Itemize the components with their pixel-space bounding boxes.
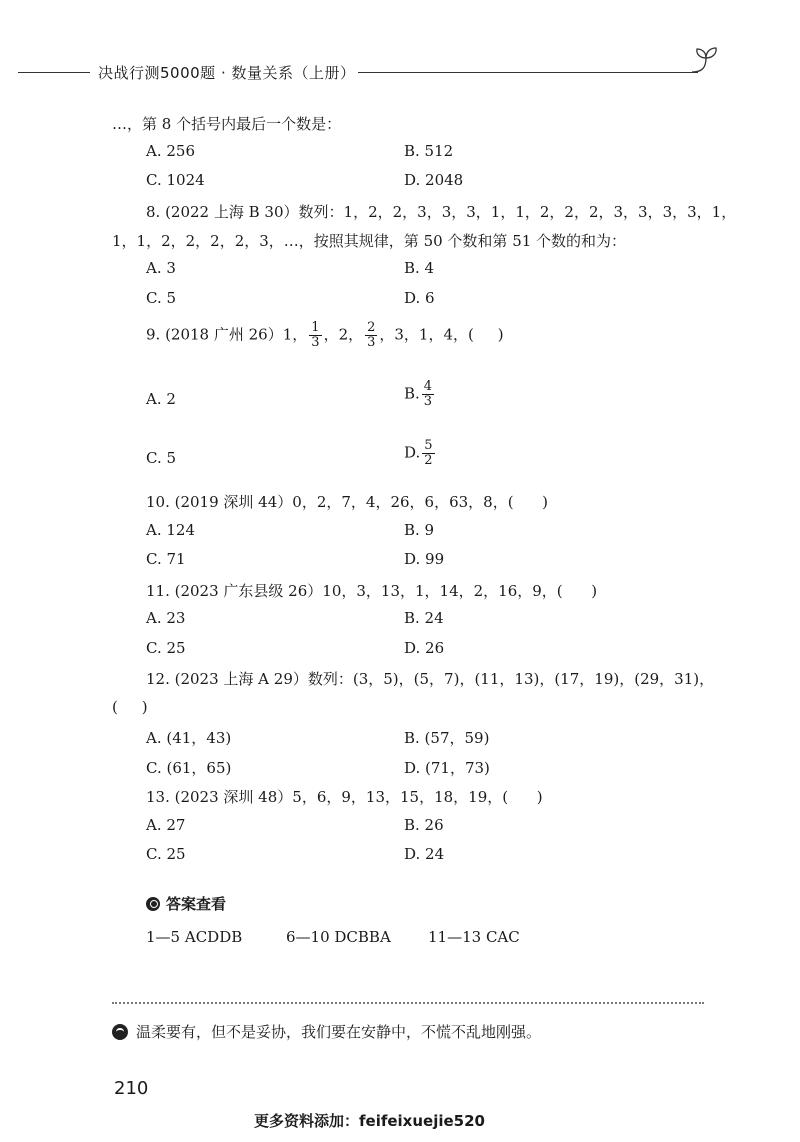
answers-group-3: 11—13 CAC [428,928,520,946]
question-12-line1: 12. (2023 上海 A 29）数列：(3，5)，(5，7)，(11，13)，(17，19)，(29，31)， [146,670,715,688]
answers-heading [146,893,226,914]
q7-option-c: C. 1024 [146,171,205,189]
q9-option-d: D. $\frac{5}{2}$ [404,438,433,468]
question-7-tail: …，第 8 个括号内最后一个数是： [112,115,342,133]
q8-option-a: A. 3 [146,259,176,277]
q13-option-a: A. 27 [146,816,186,834]
q10-option-a: A. 124 [146,521,195,539]
q8-option-b: B. 4 [404,259,435,277]
q11-option-d: D. 26 [404,639,445,657]
header-rule-left [18,72,90,73]
q10-option-d: D. 99 [404,550,445,568]
q7-option-d: D. 2048 [404,171,464,189]
q9-suffix: ，3，1，4，( ) [379,325,504,344]
question-11: 11. (2023 广东县级 26）10，3，13，1，14，2，16，9，( ) [146,582,598,600]
q8-option-c: C. 5 [146,289,177,307]
magnifier-icon [146,897,160,911]
q10-option-c: C. 71 [146,550,186,568]
header-title: 决战行测5000题 · 数量关系（上册） [98,64,356,82]
dotted-divider [112,1002,704,1004]
q10-option-b: B. 9 [404,521,435,539]
question-8-line2: 1，1，2，2，2，2，3，…，按照其规律，第 50 个数和第 51 个数的和为： [112,232,627,250]
motto-text: 温柔要有，但不是妥协，我们要在安静中，不慌不乱地刚强。 [136,1023,542,1041]
q13-option-c: C. 25 [146,845,186,863]
q11-option-a: A. 23 [146,609,186,627]
q9-mid: ，2， [323,325,364,344]
fraction-four-thirds: $\frac{4}{3}$ [423,379,433,409]
question-8-line1: 8. (2022 上海 B 30）数列：1，2，2，3，3，3，1，1，2，2，2，3，3，3，3，1， [146,203,737,221]
header-rule-right [358,72,698,73]
answers-group-1: 1—5 ACDDB [146,928,243,946]
fraction-one-third: $\frac{1}{3}$ [311,320,320,350]
q11-option-b: B. 24 [404,609,444,627]
motto [112,1021,541,1042]
answers-heading-label: 答案查看 [166,895,227,913]
q12-option-d: D. (71，73) [404,759,490,777]
page-number: 210 [114,1078,149,1099]
sprout-icon [688,46,724,74]
q13-option-b: B. 26 [404,816,444,834]
leaf-icon [112,1024,128,1040]
answers-group-2: 6—10 DCBBA [286,928,391,946]
q9-option-a: A. 2 [146,390,176,408]
q12-option-a: A. (41，43) [146,729,232,747]
q9-option-b: B. $\frac{4}{3}$ [404,379,433,409]
q8-option-d: D. 6 [404,289,435,307]
fraction-five-halves: $\frac{5}{2}$ [424,438,433,468]
question-9 [146,321,504,350]
running-header [18,58,718,86]
question-10: 10. (2019 深圳 44）0，2，7，4，26，6，63，8，( ) [146,493,549,511]
q9-option-c: C. 5 [146,449,177,467]
q7-option-b: B. 512 [404,142,454,160]
q7-option-a: A. 256 [146,142,195,160]
q12-option-c: C. (61，65) [146,759,232,777]
q13-option-d: D. 24 [404,845,445,863]
footer-watermark: 更多资料添加：feifeixuejie520 [254,1112,485,1130]
question-13: 13. (2023 深圳 48）5，6，9，13，15，18，19，( ) [146,788,543,806]
q9-prefix: 9. (2018 广州 26）1， [146,325,308,344]
question-12-line2: ( ) [112,698,148,716]
fraction-two-thirds: $\frac{2}{3}$ [367,320,376,350]
q11-option-c: C. 25 [146,639,186,657]
q12-option-b: B. (57，59) [404,729,490,747]
